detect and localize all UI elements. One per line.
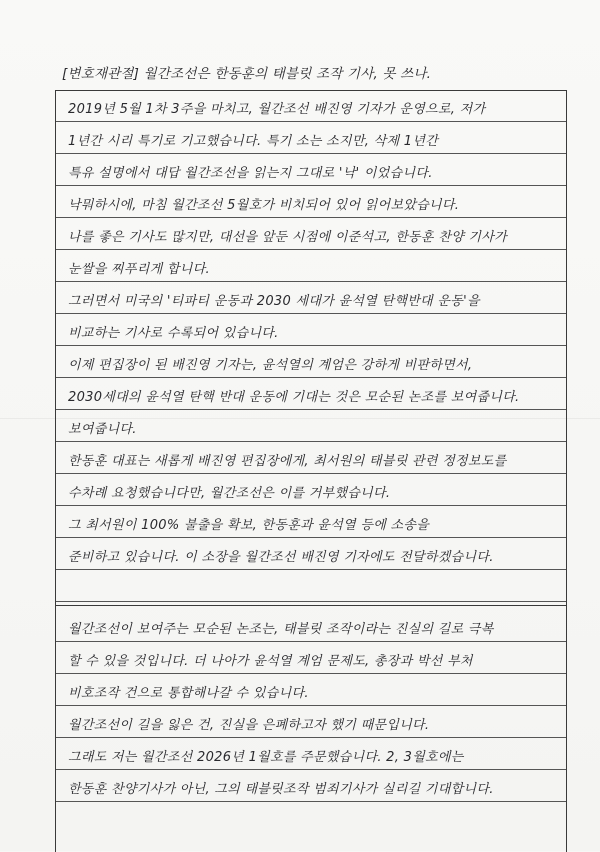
text-line-9 — [56, 347, 566, 378]
text-line-22 — [56, 771, 566, 802]
text-line-19 — [56, 675, 566, 706]
line-text: 눈쌀을 찌푸리게 합니다. — [68, 262, 210, 277]
text-line-12 — [56, 443, 566, 474]
line-text: 한동훈 대표는 새롭게 배진영 편집장에게, 최서원의 태블릿 관련 정정보도를 — [68, 454, 507, 469]
text-line-13 — [56, 475, 566, 506]
line-text: 나를 좋은 기사도 많지만, 대선을 앞둔 시점에 이준석고, 한동훈 찬양 기사가 — [68, 230, 507, 245]
line-text: 월간조선이 길을 잃은 건, 진실을 은폐하고자 했기 때문입니다. — [68, 718, 430, 733]
text-line-1 — [56, 91, 566, 122]
line-text: 그러면서 미국의 '티파티 운동과 2030 세대가 윤석열 탄핵반대 운동'을 — [68, 294, 480, 309]
line-text: 그 최서원이 100% 불출을 확보, 한동훈과 윤석열 등에 소송을 — [68, 518, 430, 533]
line-text: 보여줍니다. — [68, 422, 137, 437]
line-text: 낙뭐하시에, 마침 월간조선 5월호가 비치되어 있어 읽어보았습니다. — [68, 198, 460, 213]
line-text: 준비하고 있습니다. 이 소장을 월간조선 배진영 기자에도 전달하겠습니다. — [68, 550, 494, 565]
line-text: 2030세대의 윤석열 탄핵 반대 운동에 기대는 것은 모순된 논조를 보여줍니다. — [68, 390, 520, 405]
text-line-20 — [56, 707, 566, 738]
text-line-16 — [56, 571, 566, 602]
line-text: 수차례 요청했습니다만, 월간조선은 이를 거부했습니다. — [68, 486, 391, 501]
line-text: 비호조작 건으로 통합해나갈 수 있습니다. — [68, 686, 309, 701]
text-line-2 — [56, 123, 566, 154]
line-text: 월간조선이 보여주는 모순된 논조는, 태블릿 조작이라는 진실의 길로 극복 — [68, 622, 494, 637]
text-line-3 — [56, 155, 566, 186]
line-text: 2019년 5월 1차 3주을 마치고, 월간조선 배진영 기자가 운영으로, 저가 — [68, 102, 486, 117]
text-line-8 — [56, 315, 566, 346]
line-text: 1년간 시리 특기로 기고했습니다. 특기 소는 소지만, 삭제 1년간 — [68, 134, 439, 149]
text-line-10 — [56, 379, 566, 410]
line-text: 특유 설명에서 대답 월간조선을 읽는지 그대로 '낙' 이었습니다. — [68, 166, 433, 181]
line-text: 한동훈 찬양기사가 아닌, 그의 태블릿조작 범죄기사가 실리길 기대합니다. — [68, 782, 494, 797]
section-divider — [55, 605, 567, 606]
text-line-5 — [56, 219, 566, 250]
text-line-17 — [56, 611, 566, 642]
text-line-18 — [56, 643, 566, 674]
text-line-14 — [56, 507, 566, 538]
text-line-11 — [56, 411, 566, 442]
lined-text-area — [55, 90, 567, 852]
line-text: 할 수 있을 것입니다. 더 나아가 윤석열 계엄 문제도, 총장과 박선 부처 — [68, 654, 473, 669]
text-line-15 — [56, 539, 566, 570]
line-text: 이제 편집장이 된 배진영 기자는, 윤석열의 계엄은 강하게 비판하면서, — [68, 358, 473, 373]
text-line-6 — [56, 251, 566, 282]
text-line-4 — [56, 187, 566, 218]
line-text: 그래도 저는 월간조선 2026년 1월호를 주문했습니다. 2, 3월호에는 — [68, 750, 464, 765]
line-text: 비교하는 기사로 수록되어 있습니다. — [68, 326, 279, 341]
letter-title: [변호재관절] 월간조선은 한동훈의 태블릿 조작 기사, 못 쓰나. — [62, 66, 432, 82]
text-line-7 — [56, 283, 566, 314]
text-line-21 — [56, 739, 566, 770]
